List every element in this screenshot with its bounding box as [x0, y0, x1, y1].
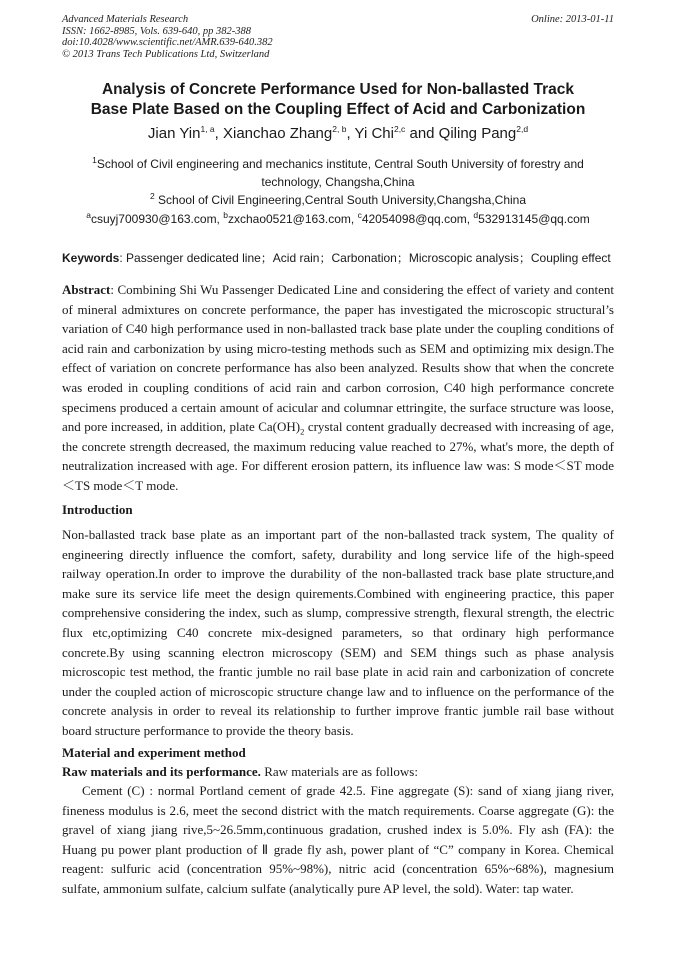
paper-title: [62, 80, 614, 120]
author-superscript: 2,c: [393, 124, 406, 134]
journal-name: Advanced Materials Research: [62, 14, 189, 25]
author-superscript: 2, b: [332, 124, 347, 134]
journal-header: [62, 14, 273, 60]
abstract-subscript: 2: [300, 426, 305, 437]
issn-line: ISSN: 1662-8985, Vols. 639-640, pp 382-388: [62, 25, 251, 37]
copyright-line: © 2013 Trans Tech Publications Ltd, Switzerland: [62, 48, 270, 60]
affiliation-superscript: 2: [149, 191, 155, 201]
raw-materials-intro: Raw materials are as follows:: [260, 764, 418, 779]
author-superscript: 2,d: [516, 124, 529, 134]
author-name: and Qiling Pang: [405, 125, 517, 142]
abstract-text-continued: crystal content gradually decreased with increasing of age, the concrete strength decreased, the maximum reducing value reached to 27%, what's more, the depth of neutralization increased with age. For different erosion pattern, its influence law was: S mode＜ST mode＜TS mode＜T mode.: [62, 419, 614, 493]
introduction-paragraph: Non-ballasted track base plate as an important part of the non-ballasted track system, The quality of engineering directly influence the comfort, safety, durability and long service life of the high-speed railway operation.In order to improve the durability of the non-ballasted track base plate structure,and make sure its service life meet the design quirements.Combined with engineering practice, this paper comprehensive considering the index, such as slump, compressive strength, flexural strength, the electric flux etc,optimizing C40 concrete mix-designed parameters, so that ordinary high performance concrete.By using scanning electron microscopy (SEM) and SEM things such as phase analysis microscopic test method, the frantic jumble no rail base plate in acid rain and carbonization of concrete under the coupled action of microscopic structure change law and to influence on the performance of the concrete analysis in order to reveal its relationship to further improve frantic jumble rail base without board structure performance to provide the theory basis.: [62, 527, 614, 738]
abstract-label: Abstract: [62, 282, 111, 297]
author-name: Jian Yin: [147, 125, 201, 142]
email-list: [62, 210, 614, 228]
raw-materials-line: [62, 762, 614, 782]
email-link[interactable]: 42054098@qq.com,: [361, 212, 474, 226]
doi-line: doi:10.4028/www.scientific.net/AMR.639-640.382: [62, 37, 273, 48]
online-date: Online: 2013-01-11: [531, 14, 614, 25]
keywords-text: : Passenger dedicated line；Acid rain；Carbonation；Microscopic analysis；Coupling effect: [119, 251, 611, 265]
email-superscript: c: [357, 210, 362, 220]
email-link[interactable]: zxchao0521@163.com,: [227, 212, 358, 226]
keywords-label: Keywords: [62, 251, 120, 265]
affiliation-2-text: School of Civil Engineering,Central South University,Changsha,China: [154, 193, 527, 207]
author-name: , Yi Chi: [346, 125, 394, 142]
materials-paragraph: Cement (C) : normal Portland cement of grade 42.5. Fine aggregate (S): sand of xiang jiang river, fineness modulus is 2.6, meet the second district with the match requirements. Coarse aggregate (G): the gravel of xiang jiang rive,5~26.5mm,continuous gradation, crushed index is 5.0%. Fly ash (FA): the Huang pu power plant production of Ⅱ grade fly ash, power plant of “C” company in Korea. Chemical reagent: sulfuric acid (concentration 95%~98%), nitric acid (concentration 65%~68%), magnesium sulfate, ammonium sulfate, calcium sulfate (analytically pure AP level, the sold). Water: tap water.: [62, 783, 614, 896]
author-superscript: 1, a: [200, 124, 215, 134]
email-superscript: d: [473, 210, 479, 220]
email-superscript: a: [86, 210, 91, 220]
materials-paragraph-block: [62, 781, 614, 899]
email-link[interactable]: csuyj700930@163.com,: [90, 212, 224, 226]
abstract-paragraph: [62, 280, 614, 496]
materials-heading: Material and experiment method: [62, 745, 246, 760]
affiliation-2: [62, 191, 614, 209]
introduction-heading: Introduction: [62, 502, 133, 517]
affiliation-1-line-1: School of Civil engineering and mechanics institute, Central South University of forestry and: [96, 157, 584, 171]
title-line-2: Base Plate Based on the Coupling Effect of Acid and Carbonization: [90, 101, 586, 118]
email-link[interactable]: 532913145@qq.com: [478, 212, 590, 226]
abstract-text: : Combining Shi Wu Passenger Dedicated Line and considering the effect of variety and content of mineral admixtures on concrete performance, the paper has investigated the microscopic structural’s variation of C40 high performance used in non-ballasted track base plate under the coupling conditions of acid rain and carbonization by using micro-testing methods such as SEM and optimizing mix design.The effect of variation on concrete performance has also been analyzed. Results show that when the concrete was eroded in coupling conditions of acid rain and carbon corrosion, C40 high performance concrete specimens produced a certain amount of acicular and columnar ettringite, the surface structure was loose, and pore increased, in addition, plate Ca(OH): [62, 282, 614, 435]
raw-materials-subheading: Raw materials and its performance.: [62, 764, 261, 779]
author-name: , Xianchao Zhang: [214, 125, 333, 142]
affiliation-1: [62, 155, 614, 191]
affiliation-superscript: 1: [92, 155, 97, 165]
keywords-line: [62, 250, 616, 266]
email-superscript: b: [223, 210, 228, 220]
author-list: [62, 125, 614, 143]
title-line-1: Analysis of Concrete Performance Used for Non-ballasted Track: [101, 81, 575, 98]
affiliation-1-line-2: technology, Changsha,China: [261, 175, 415, 189]
